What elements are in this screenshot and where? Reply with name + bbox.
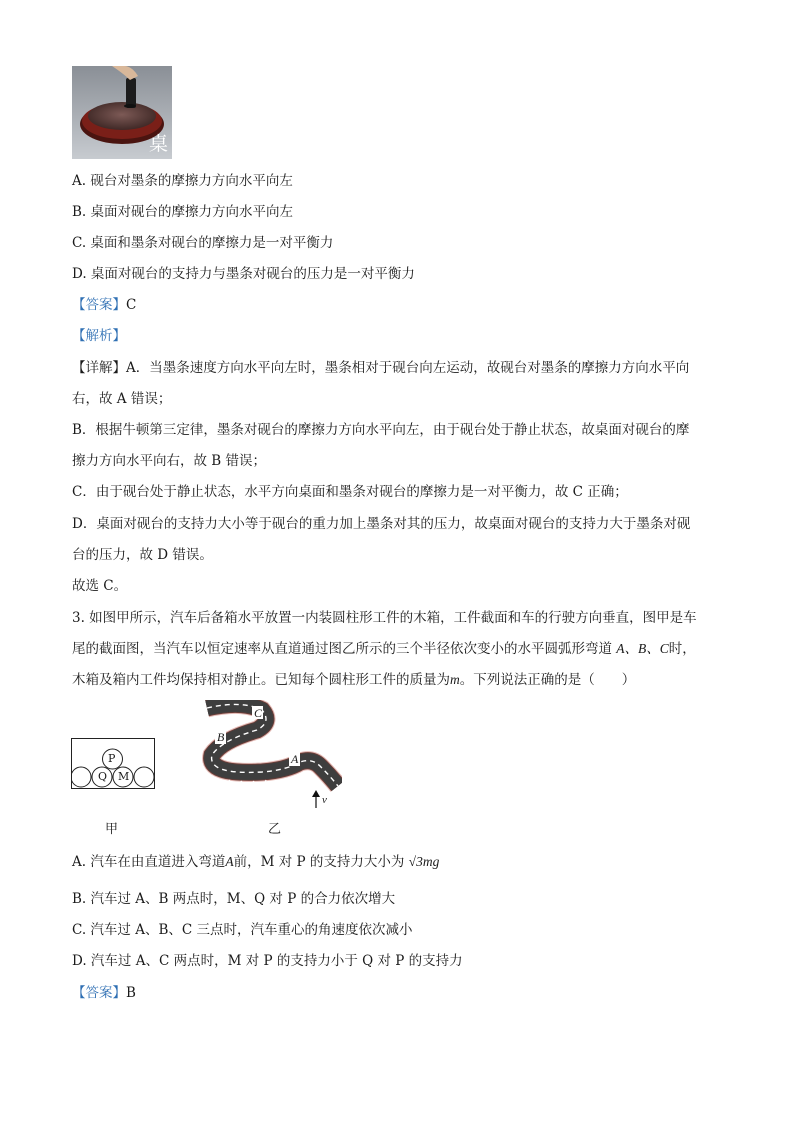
explanation-line-1 [72,359,689,377]
q3-answer-value: B [126,985,136,1001]
explanation-text-1: A．当墨条速度方向水平向左时，墨条相对于砚台向左运动，故砚台对墨条的摩擦力方向水平向 [126,360,690,376]
explanation-line-3: B．根据牛顿第三定律，墨条对砚台的摩擦力方向水平向左，由于砚台处于静止状态，故桌面对砚台的摩 [72,422,690,438]
label-v: v [322,794,327,806]
inkstone-photo [72,66,172,159]
caption-yi: 乙 [268,822,282,837]
q3-answer-tag: 【答案】 [72,985,126,1001]
q2-option-c: C. 桌面和墨条对砚台的摩擦力是一对平衡力 [72,235,334,251]
label-b: B [217,730,225,744]
q3-stem-text-3b: 。下列说法正确的是（ ） [459,672,636,688]
q3-option-a-var: A [225,854,234,869]
q3-stem-text-2: 尾的截面图，当汽车以恒定速率从直道通过图乙所示的三个半径依次变小的水平圆弧形弯道 [72,641,612,657]
figure-yi [202,700,342,810]
label-p: P [108,752,116,765]
q3-option-a-formula: √3mg [408,854,440,869]
figure-yi-road [202,700,342,810]
label-a: A [291,752,299,766]
q2-option-b: B. 桌面对砚台的摩擦力方向水平向左 [72,204,294,220]
answer-value: C [126,297,137,313]
q3-mass-var: m [450,672,460,687]
detail-tag: 【详解】 [72,360,126,376]
q3-stem-text-3a: 木箱及箱内工件均保持相对静止。已知每个圆柱形工件的质量为 [72,672,450,688]
explanation-line-6: D．桌面对砚台的支持力大小等于砚台的重力加上墨条对其的压力，故桌面对砚台的支持力大于墨条对砚 [72,516,691,532]
q3-stem-line-1: 3. 如图甲所示，汽车后备箱水平放置一内装圆柱形工件的木箱，工件截面和车的行驶方向垂直，图甲是车 [72,610,697,626]
q3-option-a-mid: 前，M 对 P 的支持力大小为 [233,854,405,870]
q2-answer [72,296,136,314]
photo-corner-label: 桌 [148,133,168,155]
q3-stem-end: 时， [668,641,696,657]
q3-stem-vars: A、B、C [616,641,669,656]
explanation-line-7: 台的压力，故 D 错误。 [72,547,213,563]
figure-jia [71,738,155,790]
label-q: Q [98,770,108,783]
label-m: M [118,770,130,783]
caption-jia: 甲 [105,822,119,837]
q3-stem-line-2 [72,640,696,658]
q2-option-a: A. 砚台对墨条的摩擦力方向水平向左 [72,173,293,189]
q3-answer [72,984,136,1002]
q3-option-d: D. 汽车过 A、C 两点时，M 对 P 的支持力小于 Q 对 P 的支持力 [72,953,463,969]
answer-tag: 【答案】 [72,297,126,313]
analysis-tag: 【解析】 [72,328,126,344]
q2-option-d: D. 桌面对砚台的支持力与墨条对砚台的压力是一对平衡力 [72,266,415,282]
explanation-line-2: 右，故 A 错误； [72,391,172,407]
q3-option-b: B. 汽车过 A、B 两点时，M、Q 对 P 的合力依次增大 [72,891,396,907]
q3-option-a [72,853,439,871]
q3-option-c: C. 汽车过 A、B、C 三点时，汽车重心的角速度依次减小 [72,922,413,938]
q3-option-a-prefix: A. 汽车在由直道进入弯道 [72,854,226,870]
label-c: C [254,706,263,720]
q3-stem-line-3 [72,671,635,689]
explanation-line-5: C．由于砚台处于静止状态，水平方向桌面和墨条对砚台的摩擦力是一对平衡力，故 C 正确； [72,484,628,500]
explanation-line-4: 擦力方向水平向右，故 B 错误； [72,453,267,469]
explanation-line-8: 故选 C。 [72,578,128,594]
